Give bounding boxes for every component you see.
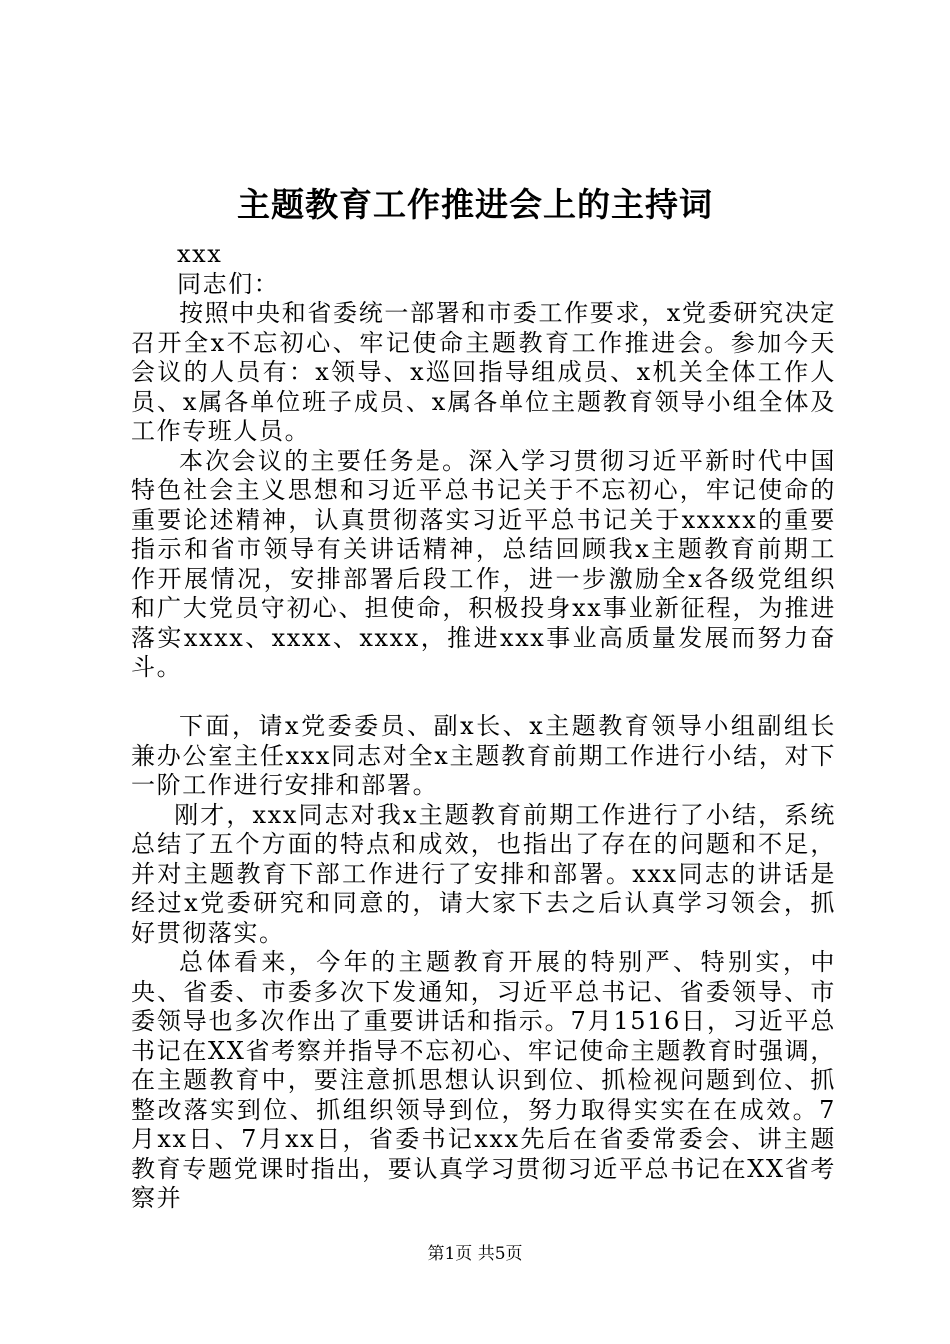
paragraph-4: 刚才，xxx同志对我x主题教育前期工作进行了小结，系统总结了五个方面的特点和成效，也指出了存在的问题和不足，并对主题教育下部工作进行了安排和部署。xxx同志的讲话是经过x党委研究和同意的，请大家下去之后认真学习领会，抓好贯彻落实。 [131,800,836,947]
page-footer: 第1页 共5页 [427,1244,523,1264]
paragraph-3: 下面，请x党委委员、副x长、x主题教育领导小组副组长兼办公室主任xxx同志对全x主题教育前期工作进行小结，对下一阶工作进行安排和部署。 [131,712,836,799]
salutation: 同志们： [177,269,280,298]
document-body [131,240,836,1214]
blank-line [131,683,836,713]
paragraph-1: 按照中央和省委统一部署和市委工作要求，x党委研究决定召开全x不忘初心、牢记使命主题教育工作推进会。参加今天会议的人员有：x领导、x巡回指导组成员、x机关全体工作人员、x属各单位班子成员、x属各单位主题教育领导小组全体及工作专班人员。 [131,299,836,445]
paragraph-2: 本次会议的主要任务是。深入学习贯彻习近平新时代中国特色社会主义思想和习近平总书记关于不忘初心，牢记使命的重要论述精神，认真贯彻落实习近平总书记关于xxxxx的重要指示和省市领导有关讲话精神，总结回顾我x主题教育前期工作开展情况，安排部署后段工作，进一步激励全x各级党组织和广大党员守初心、担使命，积极投身xx事业新征程，为推进落实xxxx、xxxx、xxxx，推进xxx事业高质量发展而努力奋斗。 [131,446,836,681]
document-title: 主题教育工作推进会上的主持词 [237,185,713,224]
paragraph-5: 总体看来，今年的主题教育开展的特别严、特别实，中央、省委、市委多次下发通知，习近平总书记、省委领导、市委领导也多次作出了重要讲话和指示。7月1516日，习近平总书记在XX省考察并指导不忘初心、牢记使命主题教育时强调，在主题教育中，要注意抓思想认识到位、抓检视问题到位、抓整改落实到位、抓组织领导到位，努力取得实实在在成效。7月xx日、7月xx日，省委书记xxx先后在省委常委会、讲主题教育专题党课时指出，要认真学习贯彻习近平总书记在XX省考察并 [131,948,836,1212]
author-line: xxx [177,240,223,268]
